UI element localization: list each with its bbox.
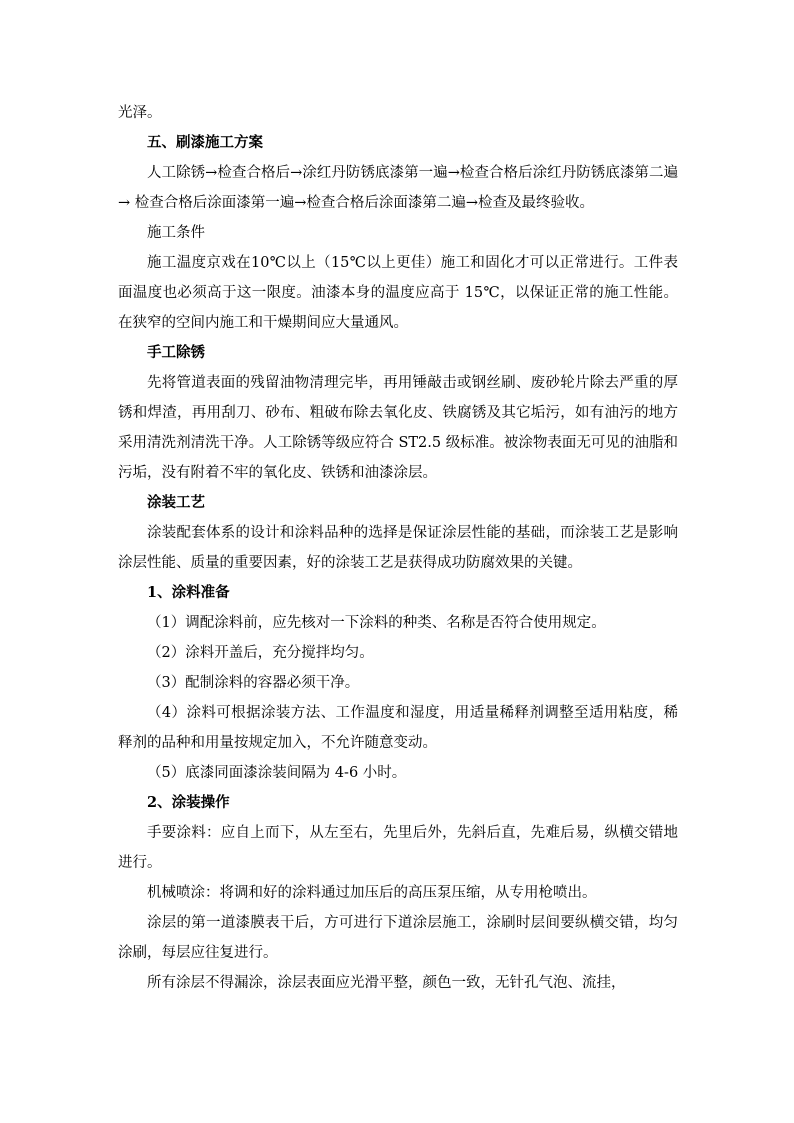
list-item-preparation-3: （3）配制涂料的容器必须干净。 — [147, 675, 360, 691]
list-item-preparation-5: （5）底漆同面漆涂装间隔为 4-6 小时。 — [147, 765, 407, 781]
section-heading-coating-operation: 2、涂装操作 — [147, 794, 230, 811]
section-heading-paint-preparation: 1、涂料准备 — [147, 584, 230, 601]
paragraph-manual-coating: 手要涂料：应自上而下，从左至右，先里后外，先斜后直，先难后易，纵横交错地进行。 — [118, 825, 678, 871]
list-item-preparation-2: （2）涂料开盖后，充分搅拌均匀。 — [147, 645, 374, 661]
paragraph-derusting-procedure: 先将管道表面的残留油物清理完毕，再用锤敲击或钢丝刷、废砂轮片除去严重的厚锈和焊渣，再用刮刀、砂布、粗破布除去氧化皮、铁腐锈及其它垢污，如有油污的地方采用清洗剂清洗干净。人工除锈等级应符合 ST2.5 级标准。被涂物表面无可见的油脂和污垢，没有附着不牢的氧化皮、铁锈和油漆涂层。 — [118, 375, 678, 481]
paragraph-continuation: 光泽。 — [118, 105, 162, 121]
paragraph-temperature-conditions: 施工温度京戏在10℃以上（15℃以上更佳）施工和固化才可以正常进行。工件表面温度也必须高于这一限度。油漆本身的温度应高于 15℃，以保证正常的施工性能。在狭窄的空间内施工和干燥期间应大量通风。 — [118, 255, 678, 331]
subheading-construction-conditions: 施工条件 — [147, 225, 205, 241]
paragraph-spray-coating: 机械喷涂：将调和好的涂料通过加压后的高压泵压缩，从专用枪喷出。 — [147, 885, 597, 901]
list-item-preparation-1: （1）调配涂料前，应先核对一下涂料的种类、名称是否符合使用规定。 — [147, 615, 606, 631]
document-page — [118, 98, 678, 998]
list-item-preparation-4: （4）涂料可根据涂装方法、工作温度和湿度，用适量稀释剂调整至适用粘度，稀释剂的品种和用量按规定加入，不允许随意变动。 — [118, 705, 678, 751]
paragraph-coating-quality: 所有涂层不得漏涂，涂层表面应光滑平整，颜色一致，无针孔气泡、流挂， — [147, 975, 626, 991]
section-heading-painting-plan: 五、刷漆施工方案 — [147, 134, 263, 151]
section-heading-coating-process: 涂装工艺 — [147, 494, 205, 511]
section-heading-manual-derusting: 手工除锈 — [147, 344, 205, 361]
paragraph-layer-application: 涂层的第一道漆膜表干后，方可进行下道涂层施工，涂刷时层间要纵横交错，均匀涂刷，每层应往复进行。 — [118, 915, 678, 961]
paragraph-process-flow: 人工除锈→检查合格后→涂红丹防锈底漆第一遍→检查合格后涂红丹防锈底漆第二遍→ 检查合格后涂面漆第一遍→检查合格后涂面漆第二遍→检查及最终验收。 — [118, 165, 678, 211]
paragraph-coating-process: 涂装配套体系的设计和涂料品种的选择是保证涂层性能的基础，而涂装工艺是影响涂层性能、质量的重要因素，好的涂装工艺是获得成功防腐效果的关键。 — [118, 525, 678, 571]
